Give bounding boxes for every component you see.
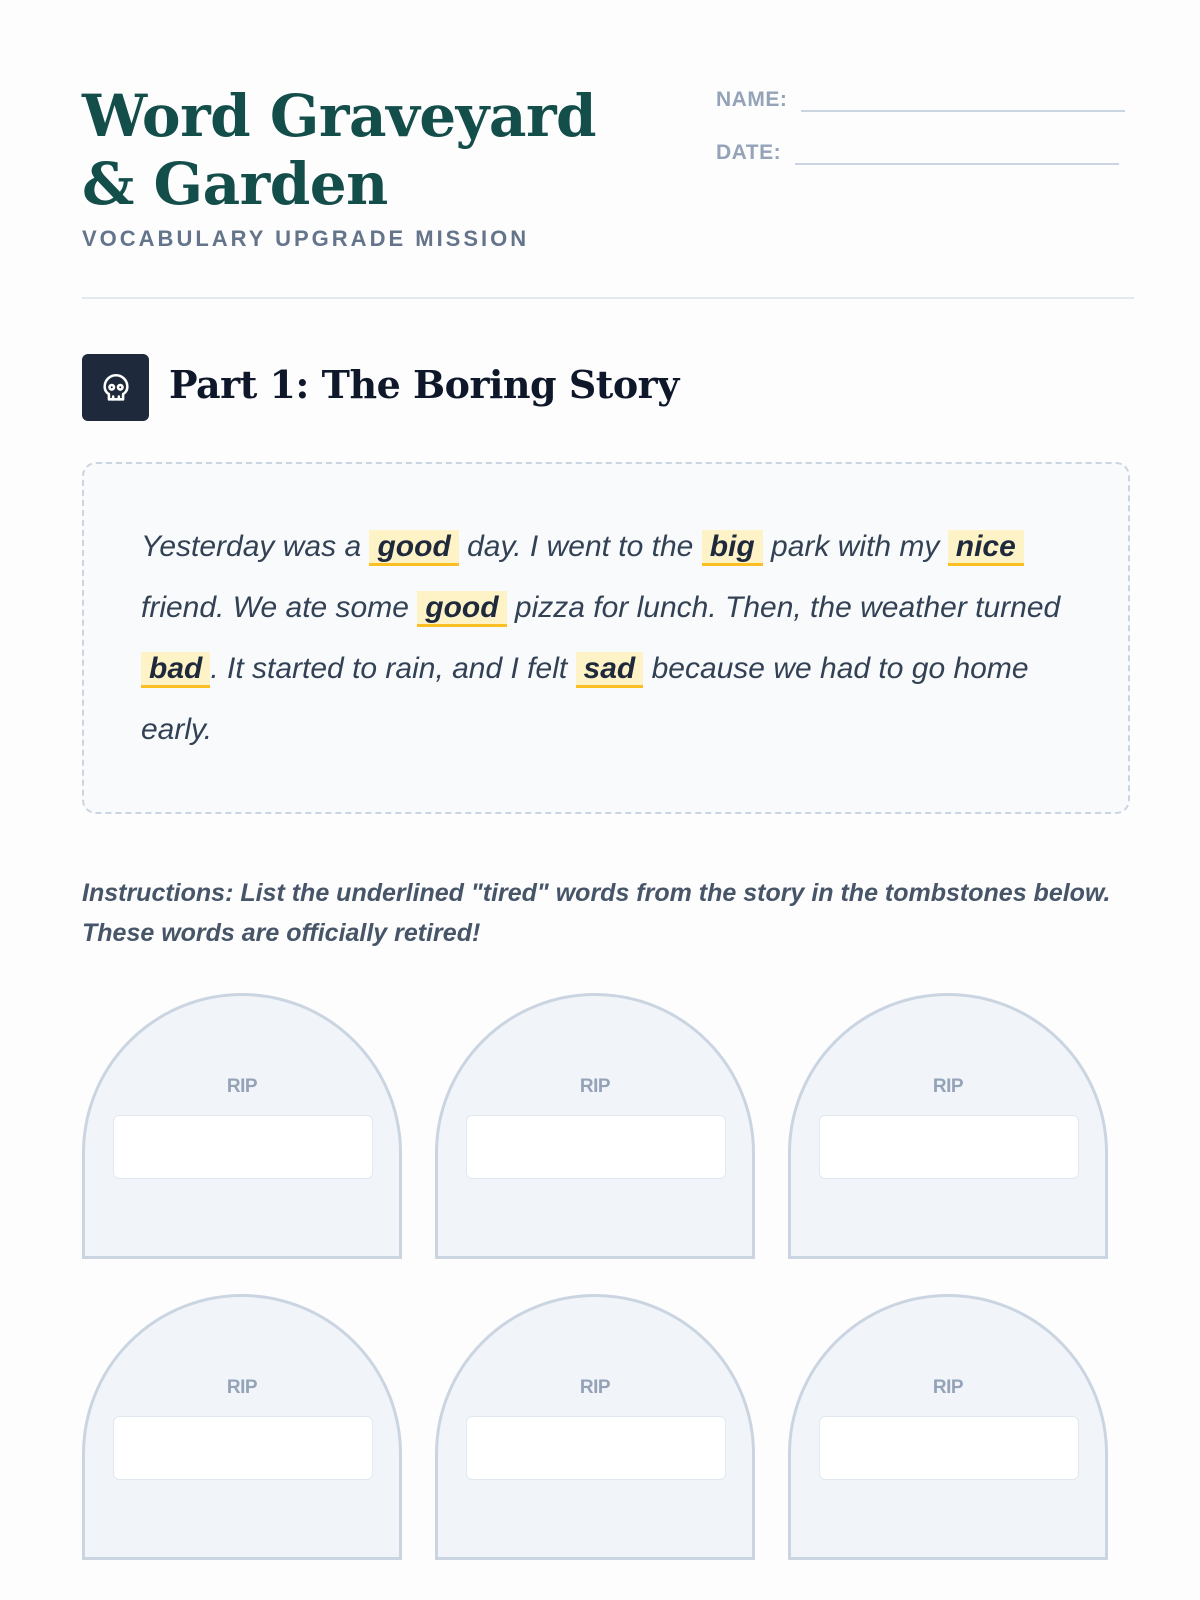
rip-label: RIP [579,1076,611,1097]
worksheet [82,0,1134,1600]
tombstone-answer-box[interactable] [819,1416,1079,1480]
rip-label: RIP [579,1377,611,1398]
story-fragment: park with my [762,530,948,563]
instructions: Instructions: List the underlined "tired" words from the story in the tombstones below. These words are officially retired! [82,879,1111,947]
name-line[interactable] [801,90,1125,112]
date-label: DATE: [716,141,782,164]
rip-label: RIP [226,1377,258,1398]
tombstone [435,1294,755,1560]
story-fragment: because we had to go home early. [141,652,1029,746]
tired-word: nice [948,530,1024,566]
story-fragment: friend. We ate some [141,591,418,624]
rip-label: RIP [932,1076,964,1097]
tombstone [788,993,1108,1259]
story-fragment: pizza for lunch. Then, the weather turned [506,591,1061,624]
story-fragment: . It started to rain, and I felt [210,652,576,685]
skull-icon [82,354,149,421]
tired-word: sad [576,652,644,688]
tired-word: big [702,530,763,566]
tombstone [788,1294,1108,1560]
rip-label: RIP [226,1076,258,1097]
tombstone [82,993,402,1259]
section-title: Part 1: The Boring Story [169,362,679,407]
header-divider [82,297,1134,299]
tombstone [435,993,755,1259]
rip-label: RIP [932,1377,964,1398]
story-box [82,462,1130,814]
tombstone [82,1294,402,1560]
tired-word: good [369,530,458,566]
tombstone-answer-box[interactable] [113,1115,373,1179]
name-label: NAME: [716,88,788,111]
date-field [716,141,1119,165]
tired-word: bad [141,652,210,688]
tombstone-answer-box[interactable] [819,1115,1079,1179]
tombstone-answer-box[interactable] [113,1416,373,1480]
name-field [716,88,1125,112]
page-title: Word Graveyard & Garden [82,82,597,218]
tombstone-answer-box[interactable] [466,1115,726,1179]
story-fragment: Yesterday was a [141,530,370,563]
page-subtitle: VOCABULARY UPGRADE MISSION [82,226,530,251]
date-line[interactable] [795,143,1119,165]
tombstone-answer-box[interactable] [466,1416,726,1480]
story-fragment: day. I went to the [458,530,702,563]
tired-word: good [417,591,506,627]
story-text [141,516,1091,760]
